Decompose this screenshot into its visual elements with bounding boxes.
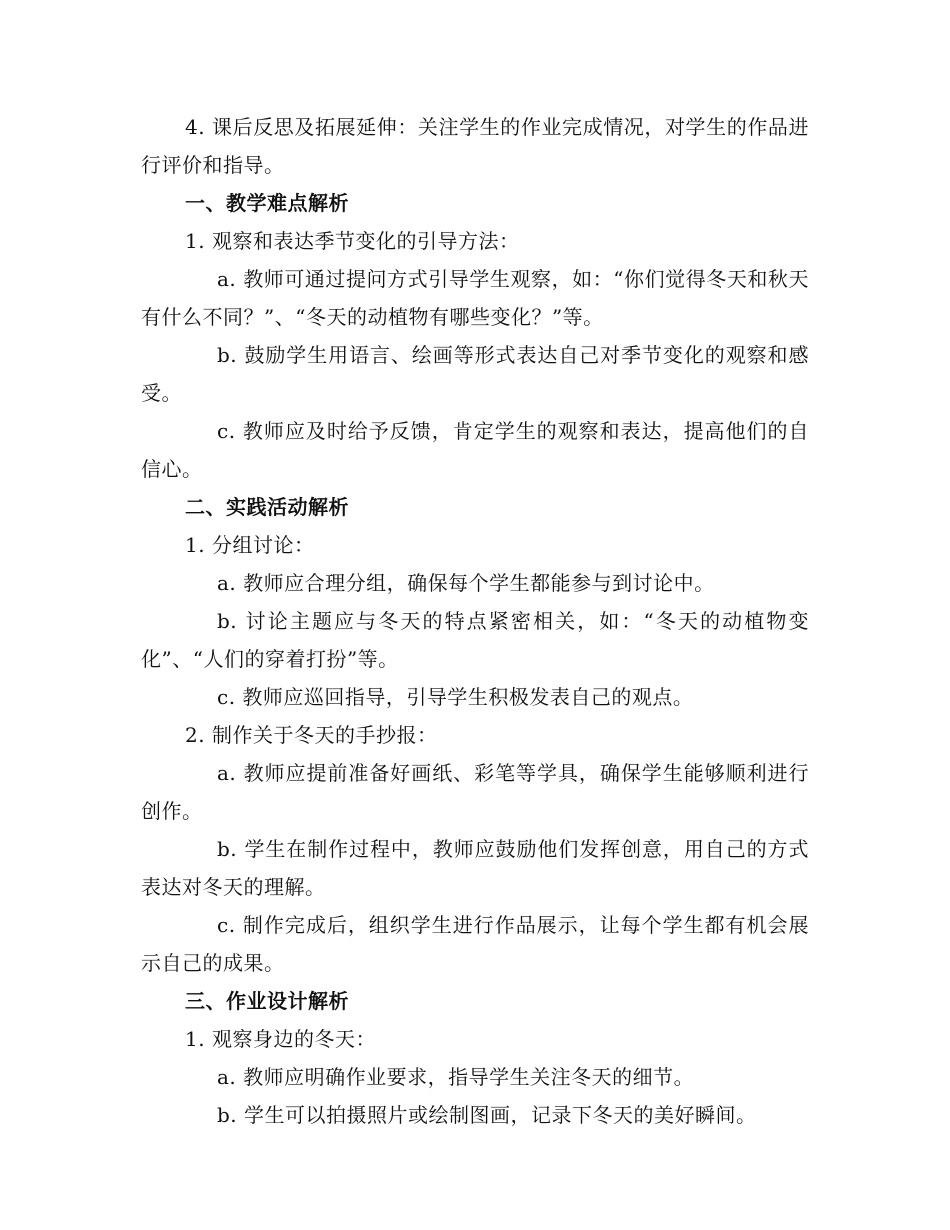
list-subitem-question-guide: a. 教师可通过提问方式引导学生观察，如：“你们觉得冬天和秋天有什么不同？”、“冬天的动植物有哪些变化？”等。 xyxy=(141,267,809,329)
list-subitem-creativity: b. 学生在制作过程中，教师应鼓励他们发挥创意，用自己的方式表达对冬天的理解。 xyxy=(141,837,809,899)
list-subitem-encourage-expression: b. 鼓励学生用语言、绘画等形式表达自己对季节变化的观察和感受。 xyxy=(141,343,809,405)
list-subitem-photos-drawings: b. 学生可以拍摄照片或绘制图画，记录下冬天的美好瞬间。 xyxy=(217,1103,757,1127)
section-heading-homework: 三、作业设计解析 xyxy=(185,989,349,1013)
list-subitem-topic: b. 讨论主题应与冬天的特点紧密相关，如：“冬天的动植物变化”、“人们的穿着打扮”等。 xyxy=(141,609,809,671)
list-item-observe-method: 1. 观察和表达季节变化的引导方法： xyxy=(185,229,520,253)
document-body xyxy=(141,108,809,1134)
list-subitem-guidance: c. 教师应巡回指导，引导学生积极发表自己的观点。 xyxy=(217,685,694,709)
list-item-observe-winter: 1. 观察身边的冬天： xyxy=(185,1027,376,1051)
section-heading-difficulties: 一、教学难点解析 xyxy=(185,191,349,215)
list-item-handwritten-newspaper: 2. 制作关于冬天的手抄报： xyxy=(185,723,438,747)
list-subitem-prepare-materials: a. 教师应提前准备好画纸、彩笔等学具，确保学生能够顺利进行创作。 xyxy=(141,761,809,823)
paragraph-reflection: 4. 课后反思及拓展延伸：关注学生的作业完成情况，对学生的作品进行评价和指导。 xyxy=(141,115,809,177)
list-subitem-requirements: a. 教师应明确作业要求，指导学生关注冬天的细节。 xyxy=(217,1065,695,1089)
section-heading-activities: 二、实践活动解析 xyxy=(185,495,349,519)
list-subitem-grouping: a. 教师应合理分组，确保每个学生都能参与到讨论中。 xyxy=(217,571,715,595)
list-subitem-showcase: c. 制作完成后，组织学生进行作品展示，让每个学生都有机会展示自己的成果。 xyxy=(141,913,809,975)
list-subitem-feedback: c. 教师应及时给予反馈，肯定学生的观察和表达，提高他们的自信心。 xyxy=(141,419,809,481)
list-item-group-discussion: 1. 分组讨论： xyxy=(185,533,315,557)
